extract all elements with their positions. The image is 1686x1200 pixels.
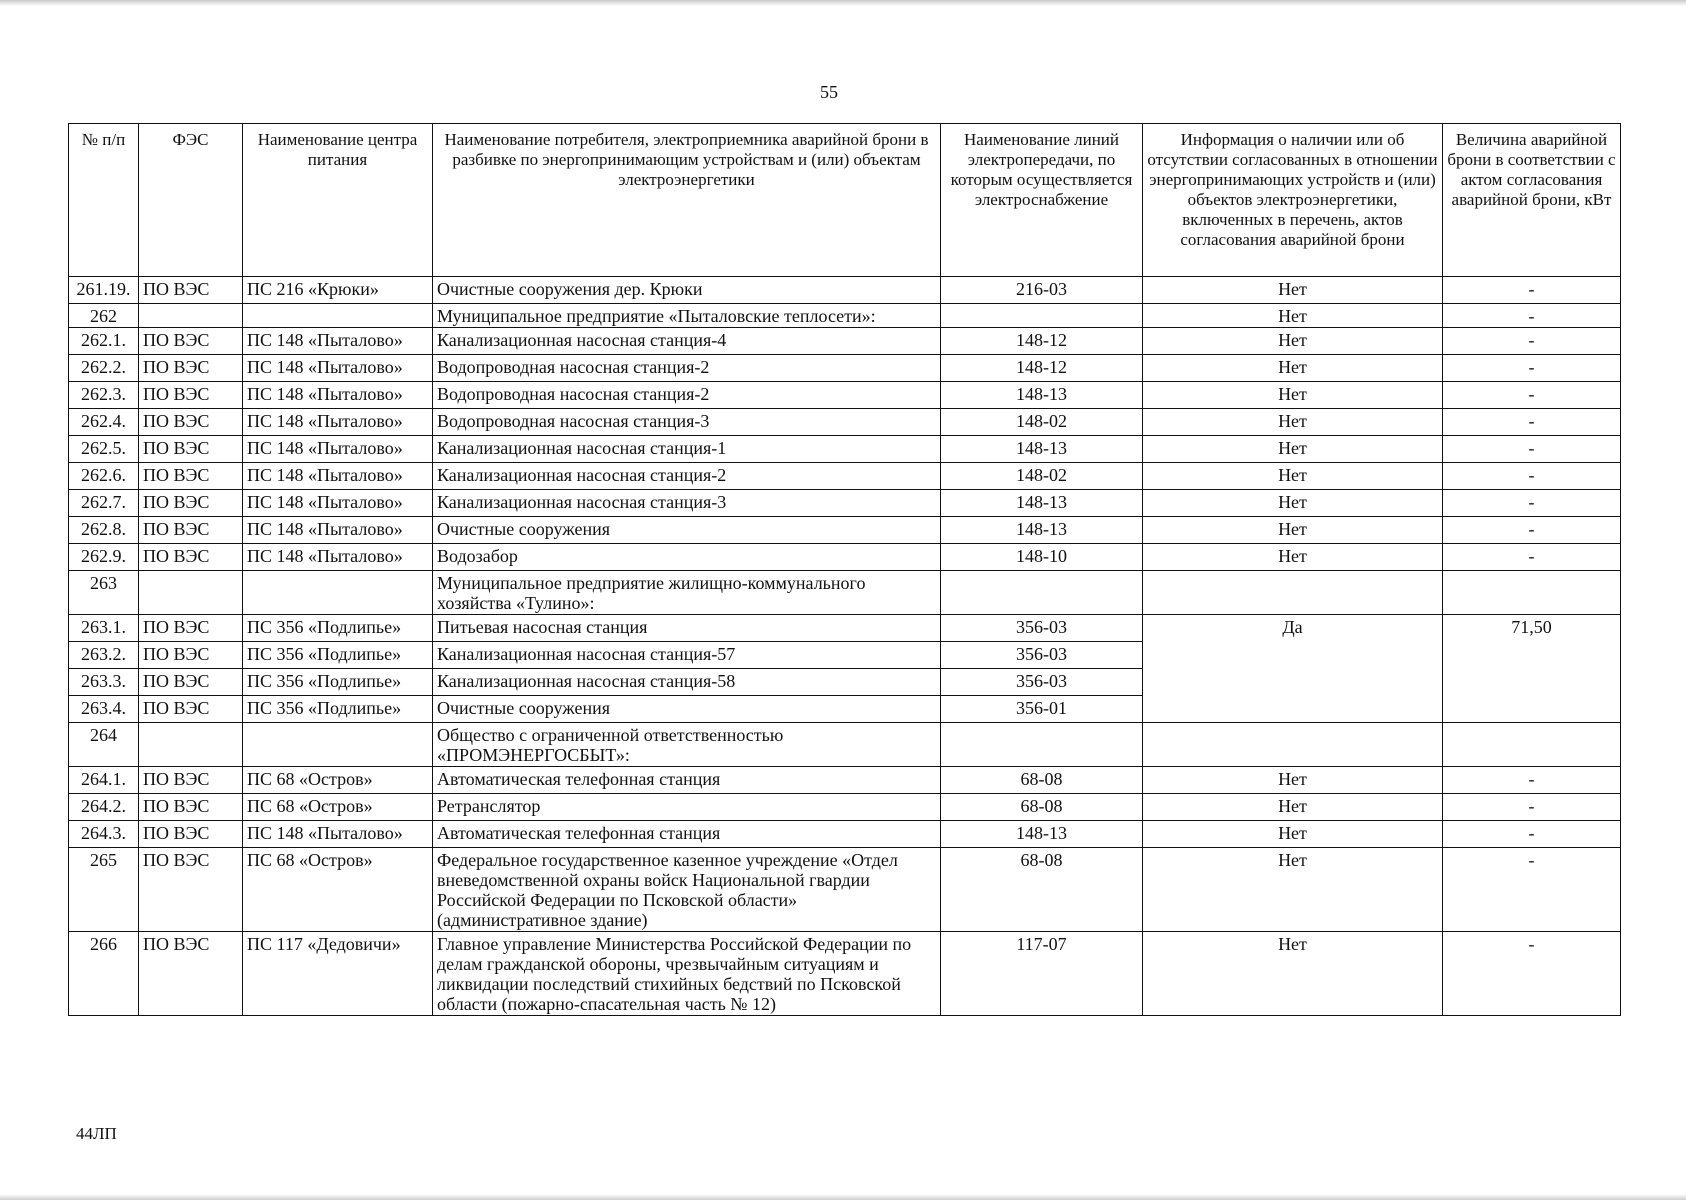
cell-center: ПС 68 «Остров» xyxy=(243,848,433,932)
cell-center: ПС 68 «Остров» xyxy=(243,794,433,821)
cell-info: Нет xyxy=(1143,490,1443,517)
cell-value: - xyxy=(1443,932,1621,1016)
cell-value: - xyxy=(1443,382,1621,409)
cell-line xyxy=(941,571,1143,615)
cell-line: 148-10 xyxy=(941,544,1143,571)
cell-value: - xyxy=(1443,821,1621,848)
cell-line: 148-13 xyxy=(941,490,1143,517)
cell-value: - xyxy=(1443,277,1621,304)
cell-value: - xyxy=(1443,328,1621,355)
cell-consumer: Ретранслятор xyxy=(433,794,941,821)
cell-info: Нет xyxy=(1143,409,1443,436)
cell-value: - xyxy=(1443,490,1621,517)
cell-consumer: Канализационная насосная станция-58 xyxy=(433,669,941,696)
cell-value: - xyxy=(1443,436,1621,463)
cell-num: 265 xyxy=(69,848,139,932)
cell-consumer: Общество с ограниченной ответственностью «ПРОМЭНЕРГОСБЫТ»: xyxy=(433,723,941,767)
cell-center: ПС 356 «Подлипье» xyxy=(243,615,433,642)
cell-center xyxy=(243,571,433,615)
cell-value xyxy=(1443,723,1621,767)
cell-line: 356-03 xyxy=(941,642,1143,669)
cell-fes xyxy=(139,571,243,615)
table-row xyxy=(69,517,1621,544)
cell-info xyxy=(1143,723,1443,767)
cell-num: 262.7. xyxy=(69,490,139,517)
table-row xyxy=(69,615,1621,642)
cell-center: ПС 68 «Остров» xyxy=(243,767,433,794)
cell-num: 264.1. xyxy=(69,767,139,794)
cell-fes: ПО ВЭС xyxy=(139,277,243,304)
cell-info: Нет xyxy=(1143,355,1443,382)
table-row xyxy=(69,723,1621,767)
cell-fes: ПО ВЭС xyxy=(139,821,243,848)
cell-info: Нет xyxy=(1143,463,1443,490)
cell-consumer: Канализационная насосная станция-57 xyxy=(433,642,941,669)
cell-value: - xyxy=(1443,304,1621,328)
table-row xyxy=(69,328,1621,355)
cell-consumer: Автоматическая телефонная станция xyxy=(433,821,941,848)
cell-center xyxy=(243,304,433,328)
page-number: 55 xyxy=(820,82,838,102)
cell-value: - xyxy=(1443,794,1621,821)
cell-consumer: Канализационная насосная станция-2 xyxy=(433,463,941,490)
cell-line: 117-07 xyxy=(941,932,1143,1016)
cell-info: Да xyxy=(1143,615,1443,723)
table-row xyxy=(69,571,1621,615)
table-row xyxy=(69,821,1621,848)
cell-num: 262.8. xyxy=(69,517,139,544)
cell-line: 148-13 xyxy=(941,821,1143,848)
cell-num: 262.6. xyxy=(69,463,139,490)
cell-line xyxy=(941,304,1143,328)
cell-num: 263.2. xyxy=(69,642,139,669)
cell-center: ПС 148 «Пыталово» xyxy=(243,409,433,436)
cell-center: ПС 356 «Подлипье» xyxy=(243,669,433,696)
cell-line: 148-12 xyxy=(941,328,1143,355)
cell-info: Нет xyxy=(1143,436,1443,463)
cell-consumer: Главное управление Министерства Российской Федерации по делам гражданской обороны, чрезвычайным ситуациям и ликвидации последствий стихийных бедствий по Псковской области (пожарно-спасательная часть № 12) xyxy=(433,932,941,1016)
cell-fes: ПО ВЭС xyxy=(139,848,243,932)
table-row xyxy=(69,932,1621,1016)
cell-value: - xyxy=(1443,463,1621,490)
cell-consumer: Очистные сооружения xyxy=(433,517,941,544)
cell-num: 263.4. xyxy=(69,696,139,723)
cell-center: ПС 148 «Пыталово» xyxy=(243,517,433,544)
cell-num: 264.2. xyxy=(69,794,139,821)
cell-fes: ПО ВЭС xyxy=(139,669,243,696)
table-row xyxy=(69,382,1621,409)
header-consumer: Наименование потребителя, электроприемника аварийной брони в разбивке по энергопринимающим устройствам и (или) объектам электроэнергетики xyxy=(433,124,941,277)
header-fes: ФЭС xyxy=(139,124,243,277)
cell-center: ПС 117 «Дедовичи» xyxy=(243,932,433,1016)
cell-fes xyxy=(139,723,243,767)
header-num: № п/п xyxy=(69,124,139,277)
cell-consumer: Муниципальное предприятие жилищно-коммунального хозяйства «Тулино»: xyxy=(433,571,941,615)
header-line: Наименование линий электропередачи, по которым осуществляется электроснабжение xyxy=(941,124,1143,277)
cell-consumer: Очистные сооружения xyxy=(433,696,941,723)
cell-line: 356-03 xyxy=(941,615,1143,642)
cell-info: Нет xyxy=(1143,848,1443,932)
cell-fes: ПО ВЭС xyxy=(139,517,243,544)
cell-center: ПС 148 «Пыталово» xyxy=(243,382,433,409)
emergency-reserve-table xyxy=(68,123,1621,1016)
table-row xyxy=(69,277,1621,304)
cell-info: Нет xyxy=(1143,517,1443,544)
cell-center: ПС 216 «Крюки» xyxy=(243,277,433,304)
table-row xyxy=(69,355,1621,382)
cell-info: Нет xyxy=(1143,277,1443,304)
cell-value: - xyxy=(1443,355,1621,382)
cell-info: Нет xyxy=(1143,767,1443,794)
cell-center: ПС 356 «Подлипье» xyxy=(243,642,433,669)
cell-line: 148-13 xyxy=(941,517,1143,544)
table-row xyxy=(69,767,1621,794)
cell-center: ПС 148 «Пыталово» xyxy=(243,490,433,517)
cell-line: 216-03 xyxy=(941,277,1143,304)
cell-num: 262.4. xyxy=(69,409,139,436)
cell-consumer: Очистные сооружения дер. Крюки xyxy=(433,277,941,304)
cell-fes: ПО ВЭС xyxy=(139,382,243,409)
cell-info: Нет xyxy=(1143,821,1443,848)
header-center: Наименование центра питания xyxy=(243,124,433,277)
table-row xyxy=(69,490,1621,517)
cell-consumer: Канализационная насосная станция-4 xyxy=(433,328,941,355)
cell-fes: ПО ВЭС xyxy=(139,328,243,355)
cell-line: 68-08 xyxy=(941,794,1143,821)
scan-edge-top xyxy=(0,0,1686,6)
cell-consumer: Федеральное государственное казенное учреждение «Отдел вневедомственной охраны войск Национальной гвардии Российской Федерации по Псковской области» (административное здание) xyxy=(433,848,941,932)
table-row xyxy=(69,794,1621,821)
cell-consumer: Питьевая насосная станция xyxy=(433,615,941,642)
cell-fes: ПО ВЭС xyxy=(139,544,243,571)
cell-line: 148-02 xyxy=(941,409,1143,436)
cell-num: 264 xyxy=(69,723,139,767)
table-row xyxy=(69,409,1621,436)
cell-fes xyxy=(139,304,243,328)
cell-num: 263.3. xyxy=(69,669,139,696)
cell-value: 71,50 xyxy=(1443,615,1621,723)
cell-center: ПС 356 «Подлипье» xyxy=(243,696,433,723)
cell-num: 264.3. xyxy=(69,821,139,848)
cell-value: - xyxy=(1443,517,1621,544)
cell-line: 68-08 xyxy=(941,848,1143,932)
cell-center: ПС 148 «Пыталово» xyxy=(243,436,433,463)
cell-num: 262.2. xyxy=(69,355,139,382)
table-row xyxy=(69,436,1621,463)
cell-center: ПС 148 «Пыталово» xyxy=(243,328,433,355)
cell-line: 148-02 xyxy=(941,463,1143,490)
cell-line: 356-03 xyxy=(941,669,1143,696)
cell-consumer: Водопроводная насосная станция-2 xyxy=(433,355,941,382)
cell-num: 263 xyxy=(69,571,139,615)
cell-consumer: Водопроводная насосная станция-2 xyxy=(433,382,941,409)
cell-line xyxy=(941,723,1143,767)
table-row xyxy=(69,848,1621,932)
cell-num: 263.1. xyxy=(69,615,139,642)
cell-value: - xyxy=(1443,409,1621,436)
cell-fes: ПО ВЭС xyxy=(139,696,243,723)
cell-value: - xyxy=(1443,848,1621,932)
cell-line: 68-08 xyxy=(941,767,1143,794)
cell-info xyxy=(1143,571,1443,615)
cell-center: ПС 148 «Пыталово» xyxy=(243,355,433,382)
cell-fes: ПО ВЭС xyxy=(139,642,243,669)
cell-consumer: Водозабор xyxy=(433,544,941,571)
cell-center: ПС 148 «Пыталово» xyxy=(243,821,433,848)
cell-fes: ПО ВЭС xyxy=(139,436,243,463)
cell-fes: ПО ВЭС xyxy=(139,490,243,517)
cell-fes: ПО ВЭС xyxy=(139,767,243,794)
cell-num: 261.19. xyxy=(69,277,139,304)
table-row xyxy=(69,304,1621,328)
cell-line: 148-13 xyxy=(941,436,1143,463)
header-value: Величина аварийной брони в соответствии с актом согласования аварийной брони, кВт xyxy=(1443,124,1621,277)
cell-fes: ПО ВЭС xyxy=(139,409,243,436)
table-header-row xyxy=(69,124,1621,277)
cell-value: - xyxy=(1443,767,1621,794)
cell-info: Нет xyxy=(1143,544,1443,571)
cell-value: - xyxy=(1443,544,1621,571)
cell-num: 262.9. xyxy=(69,544,139,571)
cell-info: Нет xyxy=(1143,794,1443,821)
cell-consumer: Муниципальное предприятие «Пыталовские теплосети»: xyxy=(433,304,941,328)
cell-num: 262.1. xyxy=(69,328,139,355)
cell-num: 262.3. xyxy=(69,382,139,409)
table-row xyxy=(69,463,1621,490)
cell-line: 356-01 xyxy=(941,696,1143,723)
scan-edge-bottom xyxy=(0,1194,1686,1200)
cell-consumer: Канализационная насосная станция-3 xyxy=(433,490,941,517)
cell-value xyxy=(1443,571,1621,615)
table-row xyxy=(69,544,1621,571)
cell-center: ПС 148 «Пыталово» xyxy=(243,544,433,571)
cell-num: 266 xyxy=(69,932,139,1016)
cell-fes: ПО ВЭС xyxy=(139,355,243,382)
cell-line: 148-13 xyxy=(941,382,1143,409)
header-info: Информация о наличии или об отсутствии согласованных в отношении энергопринимающих устройств и (или) объектов электроэнергетики, включенных в перечень, актов согласования аварийной брони xyxy=(1143,124,1443,277)
cell-fes: ПО ВЭС xyxy=(139,615,243,642)
cell-info: Нет xyxy=(1143,382,1443,409)
cell-num: 262.5. xyxy=(69,436,139,463)
cell-consumer: Водопроводная насосная станция-3 xyxy=(433,409,941,436)
cell-center xyxy=(243,723,433,767)
cell-consumer: Канализационная насосная станция-1 xyxy=(433,436,941,463)
footer-document-code: 44ЛП xyxy=(76,1124,117,1143)
cell-center: ПС 148 «Пыталово» xyxy=(243,463,433,490)
cell-info: Нет xyxy=(1143,304,1443,328)
cell-fes: ПО ВЭС xyxy=(139,932,243,1016)
cell-fes: ПО ВЭС xyxy=(139,794,243,821)
cell-info: Нет xyxy=(1143,932,1443,1016)
cell-num: 262 xyxy=(69,304,139,328)
cell-fes: ПО ВЭС xyxy=(139,463,243,490)
cell-line: 148-12 xyxy=(941,355,1143,382)
cell-consumer: Автоматическая телефонная станция xyxy=(433,767,941,794)
cell-info: Нет xyxy=(1143,328,1443,355)
